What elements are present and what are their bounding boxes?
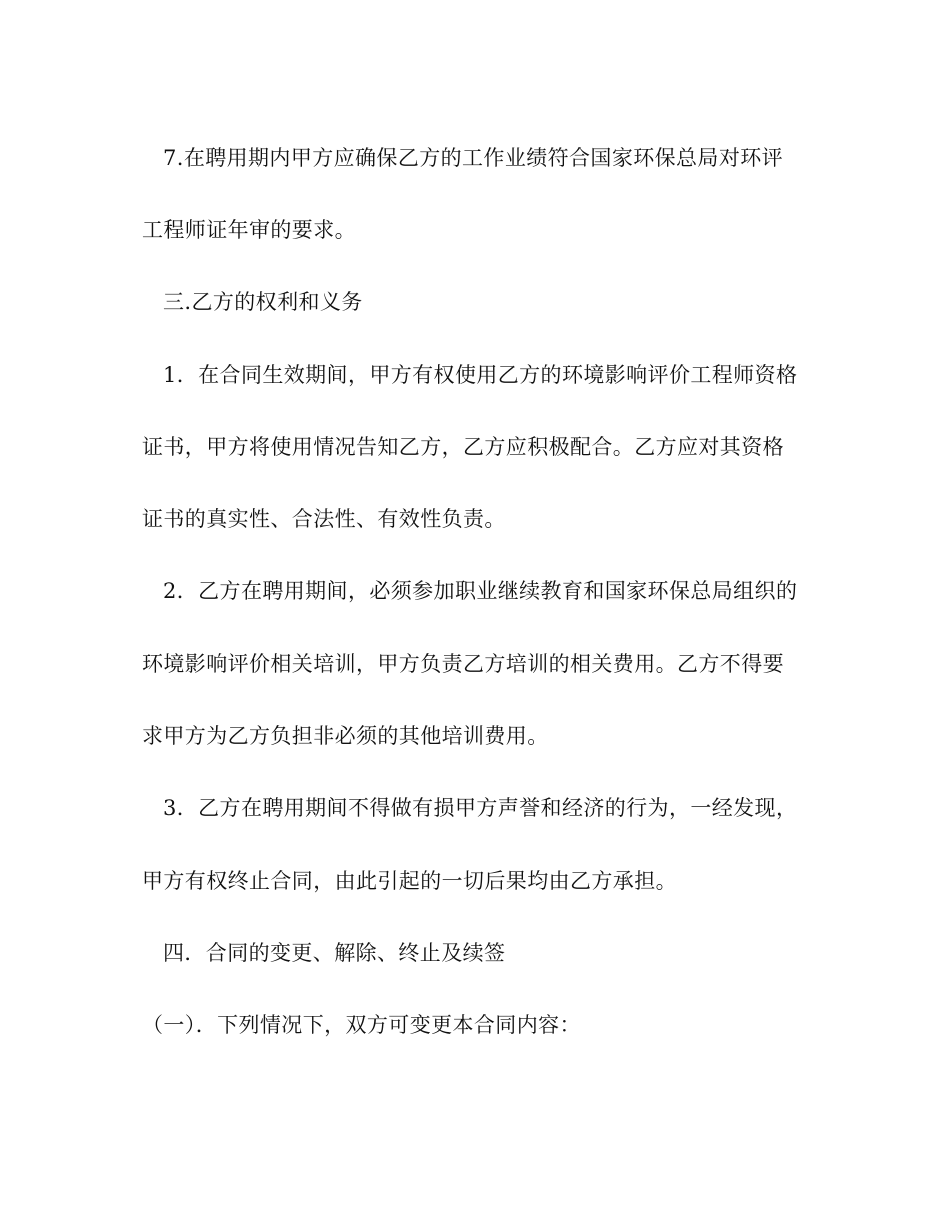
clause-2-line-2: 环境影响评价相关培训，甲方负责乙方培训的相关费用。乙方不得要	[142, 652, 784, 676]
clause-1-line-1: 1．在合同生效期间，甲方有权使用乙方的环境影响评价工程师资格	[163, 363, 798, 387]
section-heading-3: 三.乙方的权利和义务	[163, 290, 363, 314]
section-heading-4: 四．合同的变更、解除、终止及续签	[163, 941, 506, 965]
clause-2-line-3: 求甲方为乙方负担非必须的其他培训费用。	[142, 724, 549, 748]
clause-3-line-1: 3．乙方在聘用期间不得做有损甲方声誉和经济的行为，一经发现，	[163, 796, 798, 820]
clause-1-line-3: 证书的真实性、合法性、有效性负责。	[142, 507, 506, 531]
paragraph-7-line-2: 工程师证年审的要求。	[142, 218, 356, 242]
clause-3-line-2: 甲方有权终止合同，由此引起的一切后果均由乙方承担。	[142, 869, 677, 893]
clause-1-line-2: 证书，甲方将使用情况告知乙方，乙方应积极配合。乙方应对其资格	[142, 435, 784, 459]
paragraph-7-line-1: 7.在聘用期内甲方应确保乙方的工作业绩符合国家环保总局对环评	[163, 146, 784, 170]
clause-2-line-1: 2．乙方在聘用期间，必须参加职业继续教育和国家环保总局组织的	[163, 579, 798, 603]
subsection-1-heading: （一）．下列情况下，双方可变更本合同内容：	[142, 1013, 581, 1037]
